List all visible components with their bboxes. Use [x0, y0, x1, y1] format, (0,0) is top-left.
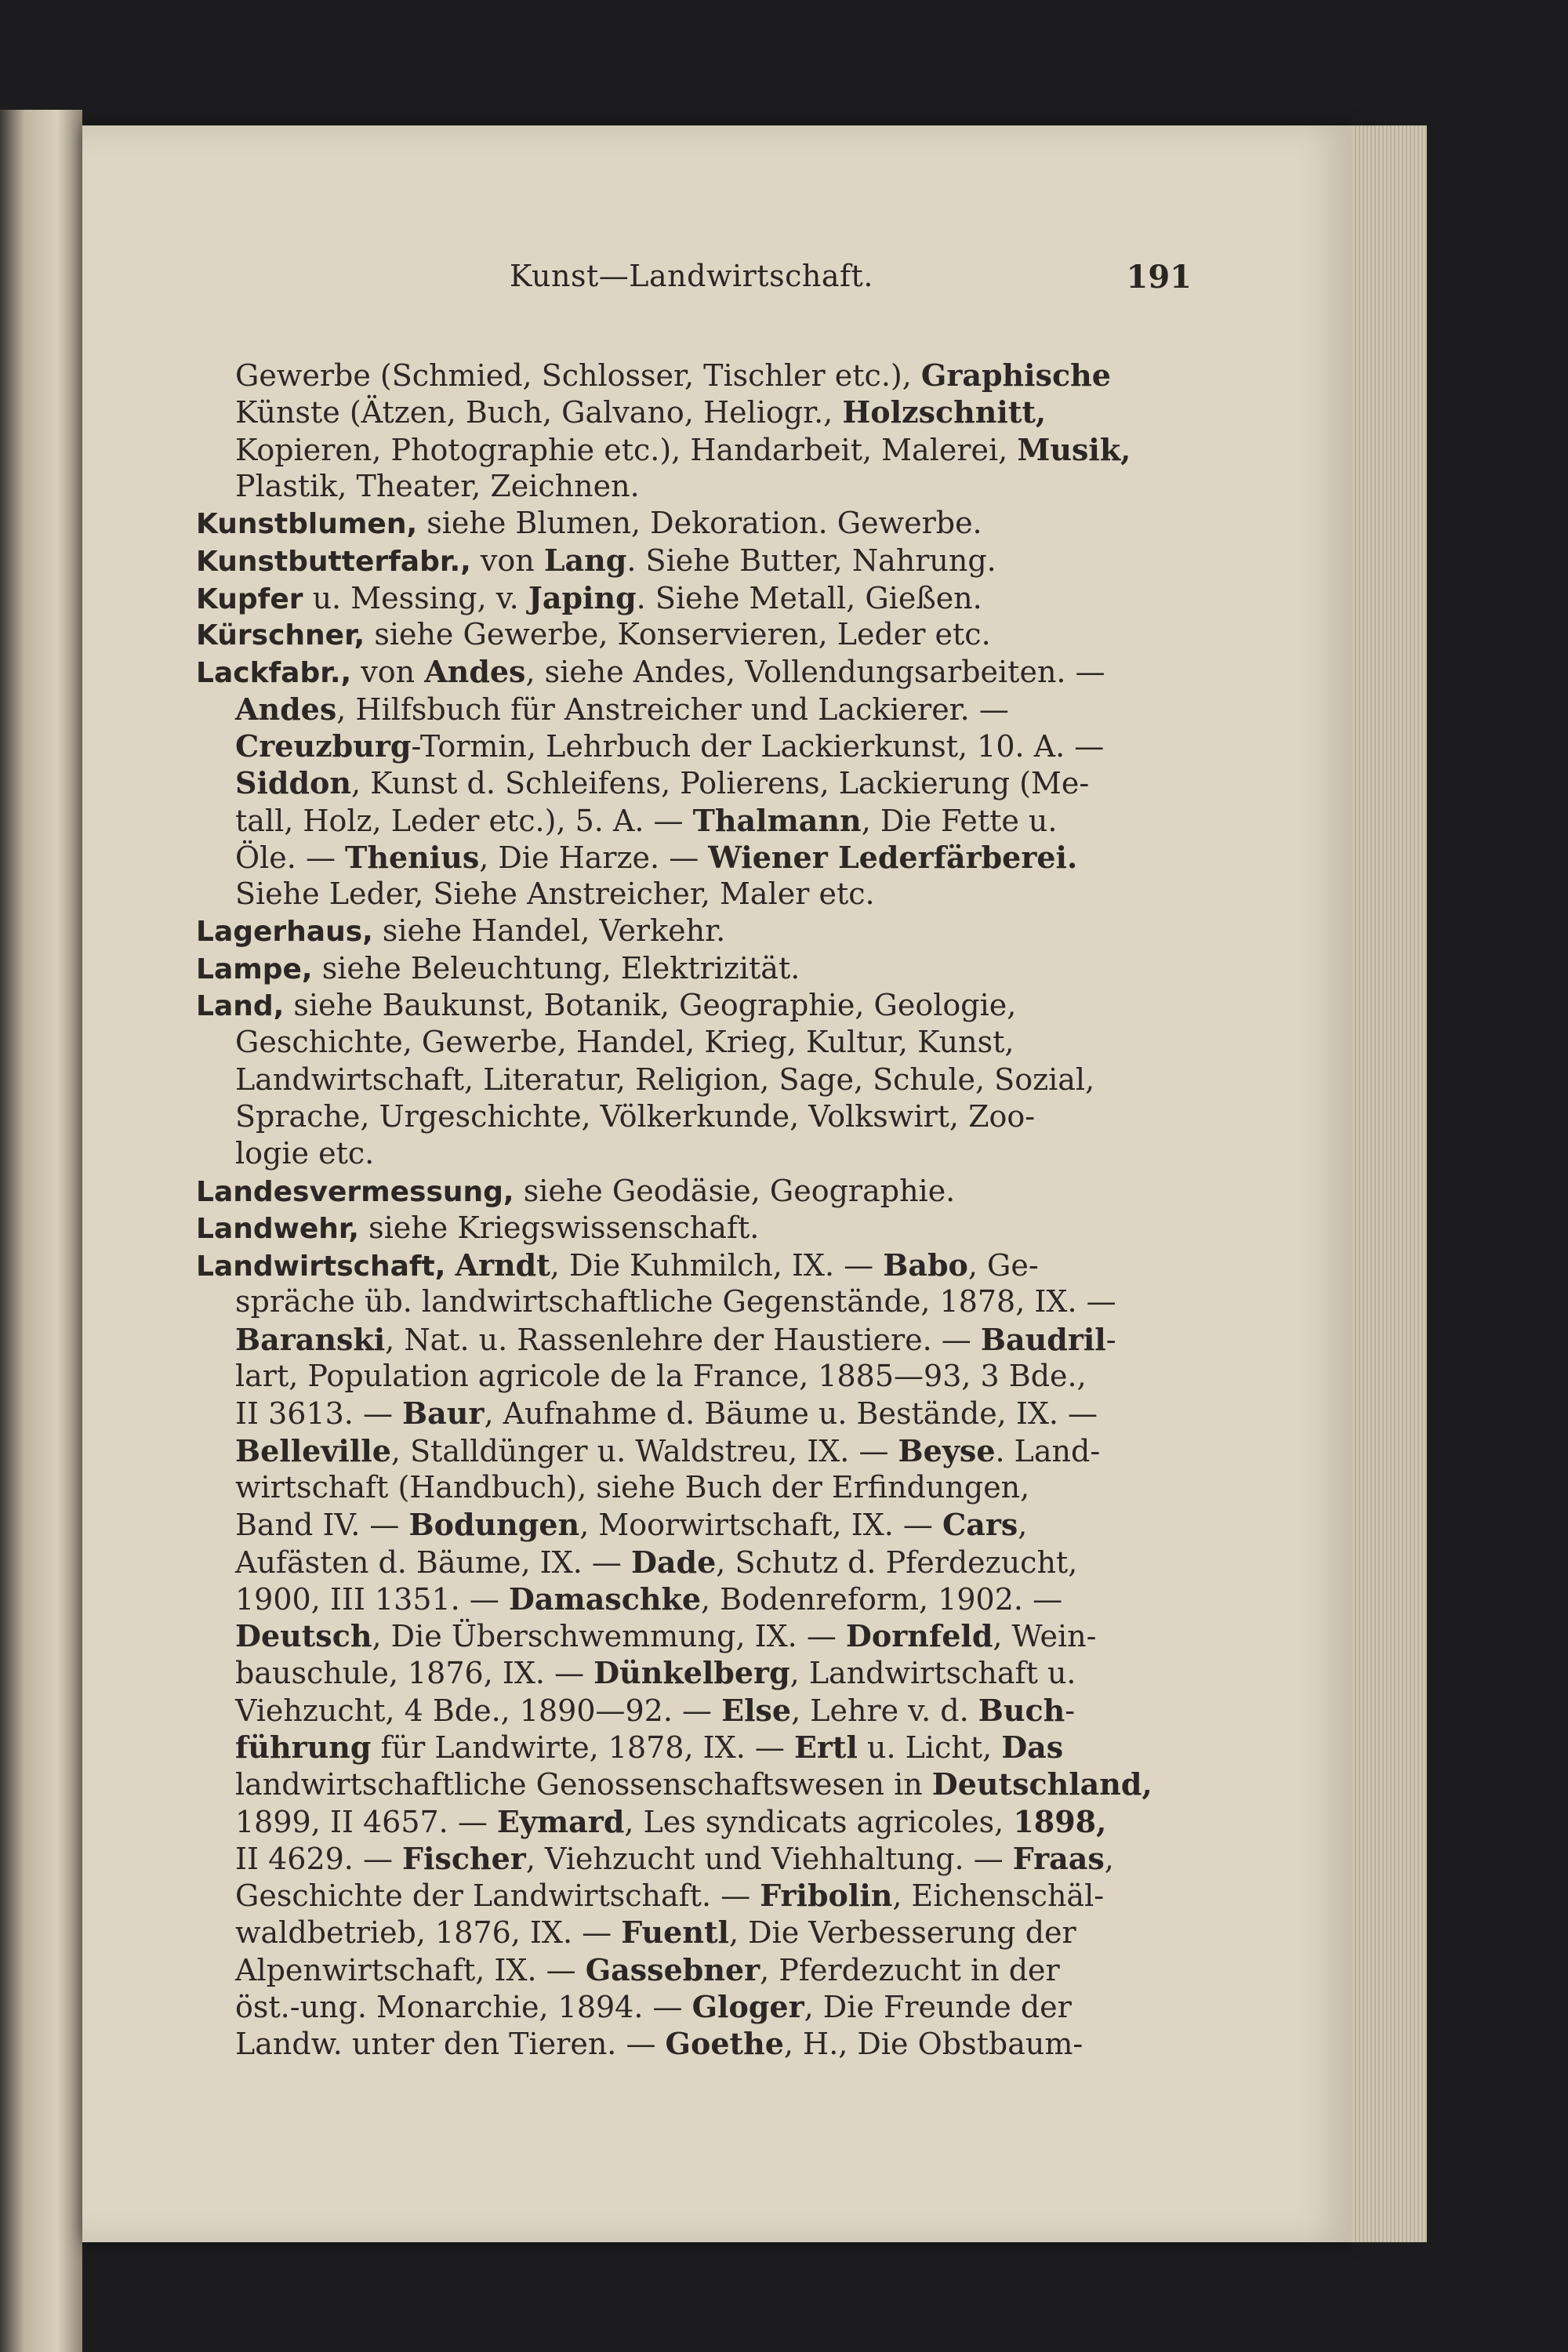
text-line: 1899, II 4657. — Eymard, Les syndicats agricoles, 1898,: [235, 1803, 1107, 1839]
text-line: landwirtschaftliche Genossenschaftswesen in Deutschland,: [235, 1766, 1152, 1802]
text-line: Künste (Ätzen, Buch, Galvano, Heliogr., Holzschnitt,: [235, 394, 1047, 430]
text-line: wirtschaft (Handbuch), siehe Buch der Erfindungen,: [235, 1469, 1030, 1504]
text-line: tall, Holz, Leder etc.), 5. A. — Thalmann, Die Fette u.: [235, 802, 1058, 838]
text-line: waldbetrieb, 1876, IX. — Fuentl, Die Verbesserung der: [235, 1915, 1076, 1951]
page-stack-edges: [1352, 125, 1427, 2242]
text-line: Creuzburg-Tormin, Lehrbuch der Lackierkunst, 10. A. —: [235, 728, 1105, 764]
text-line: Lampe, siehe Beleuchtung, Elektrizität.: [196, 950, 800, 985]
text-line: bauschule, 1876, IX. — Dünkelberg, Landwirtschaft u.: [235, 1655, 1076, 1691]
text-line: Kunstblumen, siehe Blumen, Dekoration. Gewerbe.: [196, 506, 982, 541]
text-line: öst.-ung. Monarchie, 1894. — Gloger, Die Freunde der: [235, 1989, 1072, 2025]
text-line: Belleville, Stalldünger u. Waldstreu, IX. — Beyse. Land-: [235, 1432, 1101, 1468]
text-line: lart, Population agricole de la France, 1885—93, 3 Bde.,: [235, 1359, 1087, 1394]
text-line: Landwirtschaft, Arndt, Die Kuhmilch, IX. — Babo, Ge-: [196, 1247, 1039, 1283]
running-head: Kunst—Landwirtschaft.: [510, 259, 873, 293]
text-line: Sprache, Urgeschichte, Völkerkunde, Volkswirt, Zoo-: [235, 1098, 1036, 1134]
text-line: Geschichte, Gewerbe, Handel, Krieg, Kultur, Kunst,: [235, 1025, 1014, 1060]
index-text-block: [196, 357, 1192, 2063]
text-line: Kürschner, siehe Gewerbe, Konservieren, Leder etc.: [196, 617, 991, 652]
text-line: Siddon, Kunst d. Schleifens, Polierens, Lackierung (Me-: [235, 765, 1090, 801]
page-number: 191: [1126, 259, 1192, 296]
text-line: Andes, Hilfsbuch für Anstreicher und Lackierer. —: [235, 691, 1009, 727]
text-line: Alpenwirtschaft, IX. — Gassebner, Pferdezucht in der: [235, 1951, 1060, 1987]
text-line: Kunstbutterfabr., von Lang. Siehe Butter, Nahrung.: [196, 543, 996, 579]
text-line: Landesvermessung, siehe Geodäsie, Geographie.: [196, 1173, 956, 1208]
text-line: Gewerbe (Schmied, Schlosser, Tischler etc.), Graphische: [235, 358, 1111, 393]
text-line: Landwirtschaft, Literatur, Religion, Sage, Schule, Sozial,: [235, 1062, 1095, 1097]
text-line: Land, siehe Baukunst, Botanik, Geographie, Geologie,: [196, 988, 1017, 1023]
text-line: Landwehr, siehe Kriegswissenschaft.: [196, 1210, 760, 1245]
text-line: Deutsch, Die Überschwemmung, IX. — Dornfeld, Wein-: [235, 1618, 1097, 1654]
text-line: 1900, III 1351. — Damaschke, Bodenreform, 1902. —: [235, 1581, 1063, 1617]
text-line: Aufästen d. Bäume, IX. — Dade, Schutz d. Pferdezucht,: [235, 1544, 1078, 1580]
text-line: Band IV. — Bodungen, Moorwirtschaft, IX. — Cars,: [235, 1507, 1028, 1543]
text-line: II 3613. — Baur, Aufnahme d. Bäume u. Bestände, IX. —: [235, 1396, 1098, 1432]
text-line: Kupfer u. Messing, v. Japing. Siehe Metall, Gießen.: [196, 579, 982, 615]
page-header: [510, 259, 1192, 298]
left-page-edge: [0, 110, 82, 2352]
text-line: Siehe Leder, Siehe Anstreicher, Maler etc.: [235, 877, 875, 912]
text-line: Viehzucht, 4 Bde., 1890—92. — Else, Lehre v. d. Buch-: [235, 1692, 1076, 1728]
text-line: Geschichte der Landwirtschaft. — Fribolin, Eichenschäl-: [235, 1878, 1105, 1914]
text-line: logie etc.: [235, 1136, 375, 1171]
text-line: Lackfabr., von Andes, siehe Andes, Vollendungsarbeiten. —: [196, 654, 1105, 690]
text-line: Baranski, Nat. u. Rassenlehre der Haustiere. — Baudril-: [235, 1321, 1116, 1357]
text-line: führung für Landwirte, 1878, IX. — Ertl u. Licht, Das: [235, 1729, 1064, 1765]
text-line: Öle. — Thenius, Die Harze. — Wiener Lederfärberei.: [235, 839, 1078, 875]
text-line: spräche üb. landwirtschaftliche Gegenstände, 1878, IX. —: [235, 1284, 1116, 1319]
text-line: Kopieren, Photographie etc.), Handarbeit, Malerei, Musik,: [235, 431, 1131, 467]
text-line: Landw. unter den Tieren. — Goethe, H., Die Obstbaum-: [235, 2026, 1083, 2062]
text-line: II 4629. — Fischer, Viehzucht und Viehhaltung. — Fraas,: [235, 1840, 1114, 1876]
text-line: Plastik, Theater, Zeichnen.: [235, 468, 640, 503]
text-line: Lagerhaus, siehe Handel, Verkehr.: [196, 913, 726, 949]
